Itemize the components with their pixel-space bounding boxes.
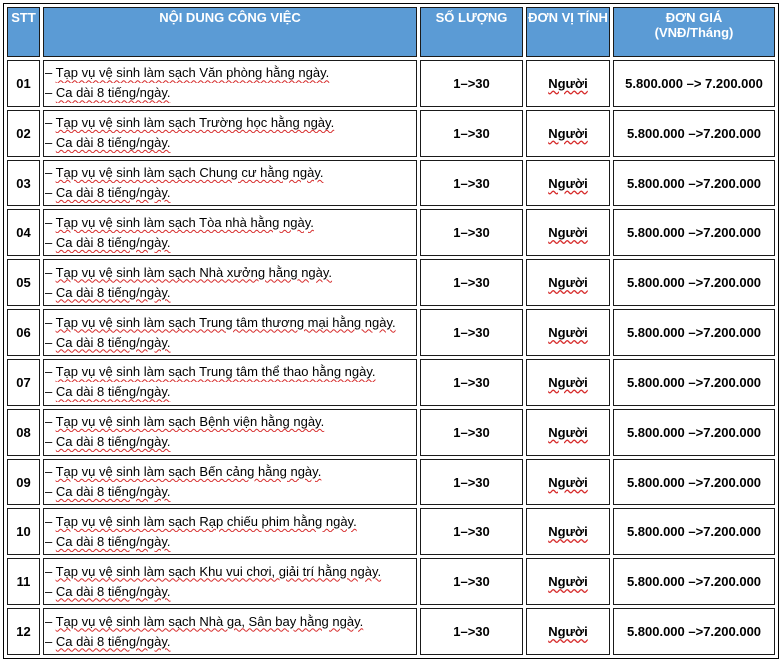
row-desc-line1: – Tạp vụ vệ sinh làm sạch Nhà xưởng hằng ngày. bbox=[45, 264, 333, 280]
table-row bbox=[7, 558, 775, 605]
row-desc-line2-text: Ca dài 8 tiếng/ngày. bbox=[55, 434, 171, 450]
row-desc-line1-text: Tạp vụ vệ sinh làm sạch Nhà xưởng hằng ngày. bbox=[55, 264, 333, 280]
row-desc-line2: – Ca dài 8 tiếng/ngày. bbox=[45, 484, 171, 500]
row-stt: 06 bbox=[7, 309, 40, 356]
row-unit bbox=[526, 409, 610, 456]
row-unit-text: Người bbox=[548, 624, 588, 640]
row-desc-line1-text: Tạp vụ vệ sinh làm sạch Trung tâm thể thao hằng ngày. bbox=[55, 364, 376, 380]
row-price: 5.800.000 –>7.200.000 bbox=[613, 558, 775, 605]
row-desc-line1: – Tạp vụ vệ sinh làm sạch Trung tâm thể thao hằng ngày. bbox=[45, 364, 376, 380]
service-price-table bbox=[3, 3, 779, 659]
row-unit bbox=[526, 608, 610, 655]
row-desc-line1-text: Tạp vụ vệ sinh làm sạch Rạp chiếu phim hằng ngày. bbox=[55, 513, 357, 529]
table-row bbox=[7, 60, 775, 107]
row-desc-line1: – Tạp vụ vệ sinh làm sạch Tòa nhà hằng ngày. bbox=[45, 214, 314, 230]
row-unit-text: Người bbox=[548, 325, 588, 341]
row-unit-text: Người bbox=[548, 225, 588, 241]
row-stt: 09 bbox=[7, 459, 40, 506]
row-price: 5.800.000 –>7.200.000 bbox=[613, 110, 775, 157]
table-body bbox=[7, 60, 775, 655]
row-price: 5.800.000 –>7.200.000 bbox=[613, 359, 775, 406]
row-desc-line1: – Tạp vụ vệ sinh làm sạch Bến cảng hằng ngày. bbox=[45, 464, 322, 480]
row-desc-line1: – Tạp vụ vệ sinh làm sạch Trung tâm thương mại hằng ngày. bbox=[45, 314, 396, 330]
row-desc-line2-text: Ca dài 8 tiếng/ngày. bbox=[55, 484, 171, 500]
table-row bbox=[7, 608, 775, 655]
row-desc-line1-text: Tạp vụ vệ sinh làm sạch Tòa nhà hằng ngày. bbox=[55, 214, 314, 230]
row-desc-line2: – Ca dài 8 tiếng/ngày. bbox=[45, 384, 171, 400]
row-desc-line2-text: Ca dài 8 tiếng/ngày. bbox=[55, 334, 171, 350]
row-description bbox=[43, 160, 417, 207]
table-row bbox=[7, 209, 775, 256]
table-row bbox=[7, 309, 775, 356]
header-unit: ĐƠN VỊ TÍNH bbox=[526, 7, 610, 57]
row-desc-line2: – Ca dài 8 tiếng/ngày. bbox=[45, 185, 171, 201]
row-description bbox=[43, 558, 417, 605]
table-row bbox=[7, 259, 775, 306]
row-description bbox=[43, 309, 417, 356]
row-unit-text: Người bbox=[548, 474, 588, 490]
row-stt: 11 bbox=[7, 558, 40, 605]
row-description bbox=[43, 409, 417, 456]
row-unit bbox=[526, 459, 610, 506]
row-desc-line2-text: Ca dài 8 tiếng/ngày. bbox=[55, 583, 171, 599]
row-unit-text: Người bbox=[548, 175, 588, 191]
row-unit-text: Người bbox=[548, 275, 588, 291]
row-stt: 01 bbox=[7, 60, 40, 107]
row-unit bbox=[526, 558, 610, 605]
row-desc-line2: – Ca dài 8 tiếng/ngày. bbox=[45, 234, 171, 250]
row-desc-line2-text: Ca dài 8 tiếng/ngày. bbox=[55, 633, 171, 649]
row-description bbox=[43, 459, 417, 506]
row-desc-line1-text: Tạp vụ vệ sinh làm sạch Bệnh viện hằng ngày. bbox=[55, 414, 325, 430]
row-description bbox=[43, 508, 417, 555]
header-price bbox=[613, 7, 775, 57]
row-price: 5.800.000 –>7.200.000 bbox=[613, 259, 775, 306]
row-quantity: 1–>30 bbox=[420, 409, 523, 456]
row-quantity: 1–>30 bbox=[420, 309, 523, 356]
row-quantity: 1–>30 bbox=[420, 160, 523, 207]
row-description bbox=[43, 359, 417, 406]
row-price: 5.800.000 –>7.200.000 bbox=[613, 508, 775, 555]
row-desc-line2: – Ca dài 8 tiếng/ngày. bbox=[45, 533, 171, 549]
row-desc-line1: – Tạp vụ vệ sinh làm sạch Chung cư hằng ngày. bbox=[45, 165, 324, 181]
table-row bbox=[7, 459, 775, 506]
table-row bbox=[7, 359, 775, 406]
row-unit-text: Người bbox=[548, 524, 588, 540]
row-stt: 07 bbox=[7, 359, 40, 406]
row-desc-line2-text: Ca dài 8 tiếng/ngày. bbox=[55, 533, 171, 549]
row-quantity: 1–>30 bbox=[420, 459, 523, 506]
row-stt: 04 bbox=[7, 209, 40, 256]
header-quantity: SỐ LƯỢNG bbox=[420, 7, 523, 57]
row-desc-line2-text: Ca dài 8 tiếng/ngày. bbox=[55, 384, 171, 400]
row-desc-line1-text: Tạp vụ vệ sinh làm sạch Trường học hằng ngày. bbox=[55, 115, 335, 131]
row-stt: 12 bbox=[7, 608, 40, 655]
row-quantity: 1–>30 bbox=[420, 259, 523, 306]
row-quantity: 1–>30 bbox=[420, 60, 523, 107]
table-row bbox=[7, 409, 775, 456]
row-quantity: 1–>30 bbox=[420, 110, 523, 157]
row-quantity: 1–>30 bbox=[420, 508, 523, 555]
row-desc-line2-text: Ca dài 8 tiếng/ngày. bbox=[55, 234, 171, 250]
table-header-row bbox=[7, 7, 775, 57]
row-description bbox=[43, 60, 417, 107]
row-description bbox=[43, 209, 417, 256]
table-row bbox=[7, 160, 775, 207]
row-desc-line2: – Ca dài 8 tiếng/ngày. bbox=[45, 85, 171, 101]
row-desc-line2-text: Ca dài 8 tiếng/ngày. bbox=[55, 284, 171, 300]
row-description bbox=[43, 259, 417, 306]
row-desc-line2-text: Ca dài 8 tiếng/ngày. bbox=[55, 85, 171, 101]
row-unit bbox=[526, 508, 610, 555]
row-unit bbox=[526, 259, 610, 306]
row-desc-line2: – Ca dài 8 tiếng/ngày. bbox=[45, 633, 171, 649]
row-unit bbox=[526, 209, 610, 256]
row-desc-line1: – Tạp vụ vệ sinh làm sạch Nhà ga, Sân bay hằng ngày. bbox=[45, 613, 364, 629]
row-desc-line1-text: Tạp vụ vệ sinh làm sạch Nhà ga, Sân bay hằng ngày. bbox=[55, 613, 364, 629]
row-unit-text: Người bbox=[548, 374, 588, 390]
header-content: NỘI DUNG CÔNG VIỆC bbox=[43, 7, 417, 57]
table-row bbox=[7, 110, 775, 157]
row-desc-line1: – Tạp vụ vệ sinh làm sạch Trường học hằng ngày. bbox=[45, 115, 335, 131]
row-price: 5.800.000 –>7.200.000 bbox=[613, 459, 775, 506]
row-quantity: 1–>30 bbox=[420, 558, 523, 605]
row-unit-text: Người bbox=[548, 75, 588, 91]
row-unit bbox=[526, 60, 610, 107]
row-description bbox=[43, 110, 417, 157]
row-description bbox=[43, 608, 417, 655]
row-price: 5.800.000 –>7.200.000 bbox=[613, 160, 775, 207]
row-desc-line2-text: Ca dài 8 tiếng/ngày. bbox=[55, 185, 171, 201]
row-unit-text: Người bbox=[548, 424, 588, 440]
row-desc-line1: – Tạp vụ vệ sinh làm sạch Bệnh viện hằng ngày. bbox=[45, 414, 325, 430]
row-desc-line2: – Ca dài 8 tiếng/ngày. bbox=[45, 334, 171, 350]
row-price: 5.800.000 –>7.200.000 bbox=[613, 209, 775, 256]
row-desc-line2: – Ca dài 8 tiếng/ngày. bbox=[45, 434, 171, 450]
row-quantity: 1–>30 bbox=[420, 209, 523, 256]
row-desc-line1-text: Tạp vụ vệ sinh làm sạch Khu vui chơi, giải trí hằng ngày. bbox=[55, 563, 382, 579]
row-desc-line1: – Tạp vụ vệ sinh làm sạch Khu vui chơi, giải trí hằng ngày. bbox=[45, 563, 382, 579]
row-unit bbox=[526, 309, 610, 356]
row-desc-line2: – Ca dài 8 tiếng/ngày. bbox=[45, 135, 171, 151]
row-unit-text: Người bbox=[548, 574, 588, 590]
row-unit-text: Người bbox=[548, 125, 588, 141]
row-price: 5.800.000 –> 7.200.000 bbox=[613, 60, 775, 107]
row-desc-line1: – Tạp vụ vệ sinh làm sạch Rạp chiếu phim hằng ngày. bbox=[45, 513, 357, 529]
row-quantity: 1–>30 bbox=[420, 359, 523, 406]
row-desc-line2: – Ca dài 8 tiếng/ngày. bbox=[45, 583, 171, 599]
row-desc-line2-text: Ca dài 8 tiếng/ngày. bbox=[55, 135, 171, 151]
header-stt: STT bbox=[7, 7, 40, 57]
table-row bbox=[7, 508, 775, 555]
row-stt: 08 bbox=[7, 409, 40, 456]
row-unit bbox=[526, 359, 610, 406]
row-stt: 02 bbox=[7, 110, 40, 157]
row-desc-line1-text: Tạp vụ vệ sinh làm sạch Chung cư hằng ngày. bbox=[55, 165, 324, 181]
row-desc-line1-text: Tạp vụ vệ sinh làm sạch Trung tâm thương mại hằng ngày. bbox=[55, 314, 396, 330]
row-unit bbox=[526, 110, 610, 157]
row-price: 5.800.000 –>7.200.000 bbox=[613, 409, 775, 456]
row-unit bbox=[526, 160, 610, 207]
row-stt: 10 bbox=[7, 508, 40, 555]
row-stt: 03 bbox=[7, 160, 40, 207]
row-desc-line1-text: Tạp vụ vệ sinh làm sạch Văn phòng hằng ngày. bbox=[55, 65, 330, 81]
row-desc-line1: – Tạp vụ vệ sinh làm sạch Văn phòng hằng ngày. bbox=[45, 65, 330, 81]
row-price: 5.800.000 –>7.200.000 bbox=[613, 309, 775, 356]
row-stt: 05 bbox=[7, 259, 40, 306]
row-desc-line1-text: Tạp vụ vệ sinh làm sạch Bến cảng hằng ngày. bbox=[55, 464, 322, 480]
header-price-unit: (VNĐ/Tháng) bbox=[654, 25, 734, 40]
row-desc-line2: – Ca dài 8 tiếng/ngày. bbox=[45, 284, 171, 300]
row-quantity: 1–>30 bbox=[420, 608, 523, 655]
header-price-title: ĐƠN GIÁ bbox=[665, 10, 723, 25]
row-price: 5.800.000 –>7.200.000 bbox=[613, 608, 775, 655]
